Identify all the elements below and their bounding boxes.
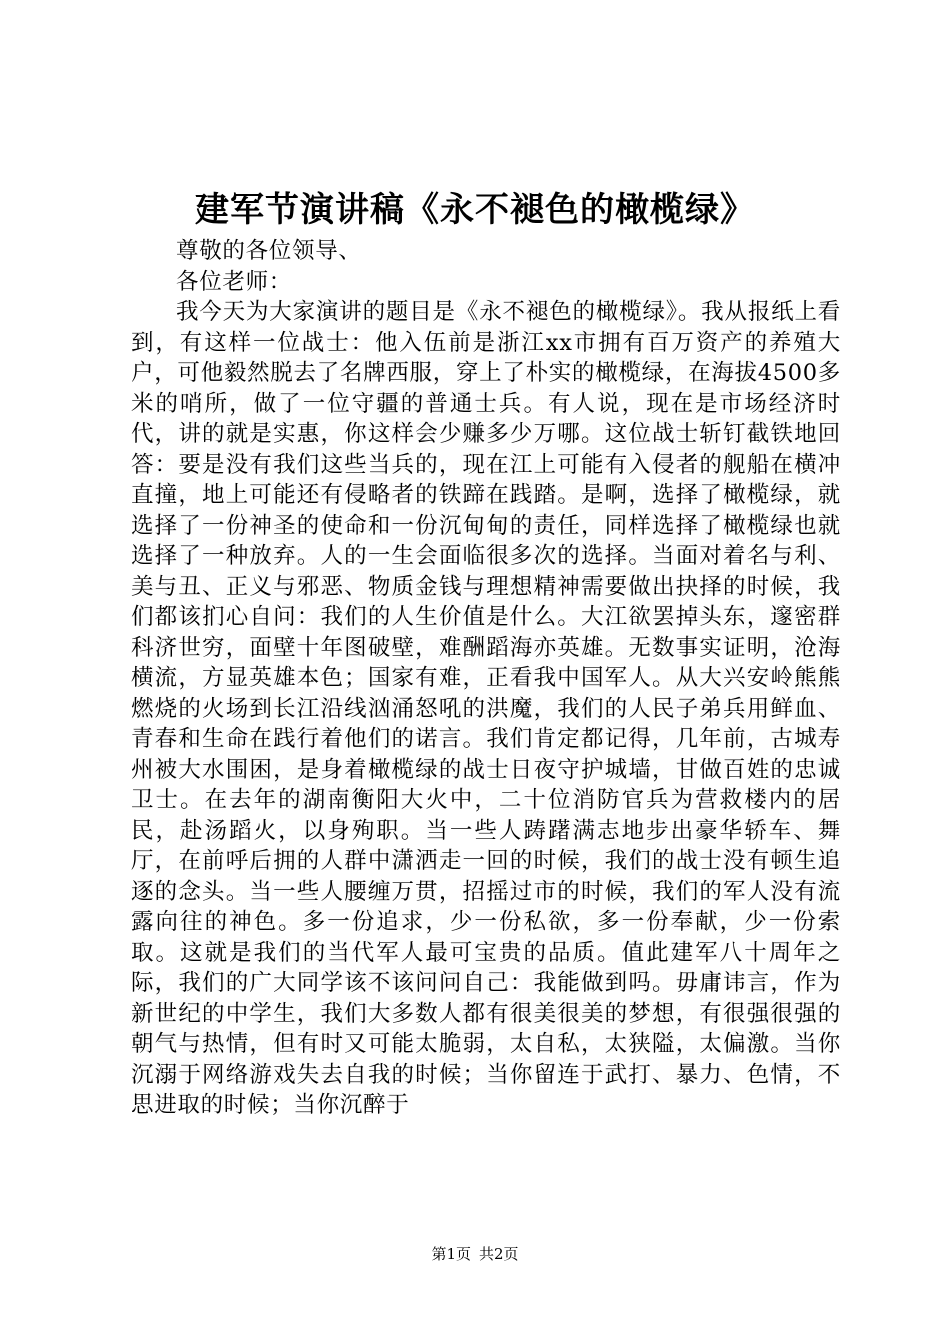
document-title: 建军节演讲稿《永不褪色的橄榄绿》 — [195, 190, 755, 230]
salutation-line-1: 尊敬的各位领导、 — [176, 238, 362, 264]
document-body — [131, 236, 841, 1121]
page-footer — [0, 1244, 950, 1264]
speech-paragraph: 我今天为大家演讲的题目是《永不褪色的橄榄绿》。我从报纸上看到，有这样一位战士：他入伍前是浙江xx市拥有百万资产的养殖大户，可他毅然脱去了名牌西服，穿上了朴实的橄榄绿，在海拔4500多米的哨所，做了一位守疆的普通士兵。有人说，现在是市场经济时代，讲的就是实惠，你这样会少赚多少万哪。这位战士斩钉截铁地回答：要是没有我们这些当兵的，现在江上可能有入侵者的舰船在横冲直撞，地上可能还有侵略者的铁蹄在践踏。是啊，选择了橄榄绿，就选择了一份神圣的使命和一份沉甸甸的责任，同样选择了橄榄绿也就选择了一种放弃。人的一生会面临很多次的选择。当面对着名与利、美与丑、正义与邪恶、物质金钱与理想精神需要做出抉择的时候，我们都该扪心自问：我们的人生价值是什么。大江欲罢掉头东，邃密群科济世穷，面壁十年图破壁，难酬蹈海亦英雄。无数事实证明，沧海横流，方显英雄本色；国家有难，正看我中国军人。从大兴安岭熊熊燃烧的火场到长江沿线汹涌怒吼的洪魔，我们的人民子弟兵用鲜血、青春和生命在践行着他们的诺言。我们肯定都记得，几年前，古城寿州被大水围困，是身着橄榄绿的战士日夜守护城墙，甘做百姓的忠诚卫士。在去年的湖南衡阳大火中，二十位消防官兵为营救楼内的居民，赴汤蹈火，以身殉职。当一些人踌躇满志地步出豪华轿车、舞厅，在前呼后拥的人群中潇洒走一回的时候，我们的战士没有顿生追逐的念头。当一些人腰缠万贯，招摇过市的时候，我们的军人没有流露向往的神色。多一份追求，少一份私欲，多一份奉献，少一份索取。这就是我们的当代军人最可宝贵的品质。值此建军八十周年之际，我们的广大同学该不该问问自己：我能做到吗。毋庸讳言，作为新世纪的中学生，我们大多数人都有很美很美的梦想，有很强很强的朝气与热情，但有时又可能太脆弱，太自私，太狭隘，太偏激。当你沉溺于网络游戏失去自我的时候；当你留连于武打、暴力、色情，不思进取的时候；当你沉醉于 — [131, 299, 841, 1118]
salutation-line-2: 各位老师： — [176, 268, 293, 295]
page-number: 第1页 — [431, 1245, 471, 1263]
page-total: 共2页 — [479, 1245, 519, 1263]
